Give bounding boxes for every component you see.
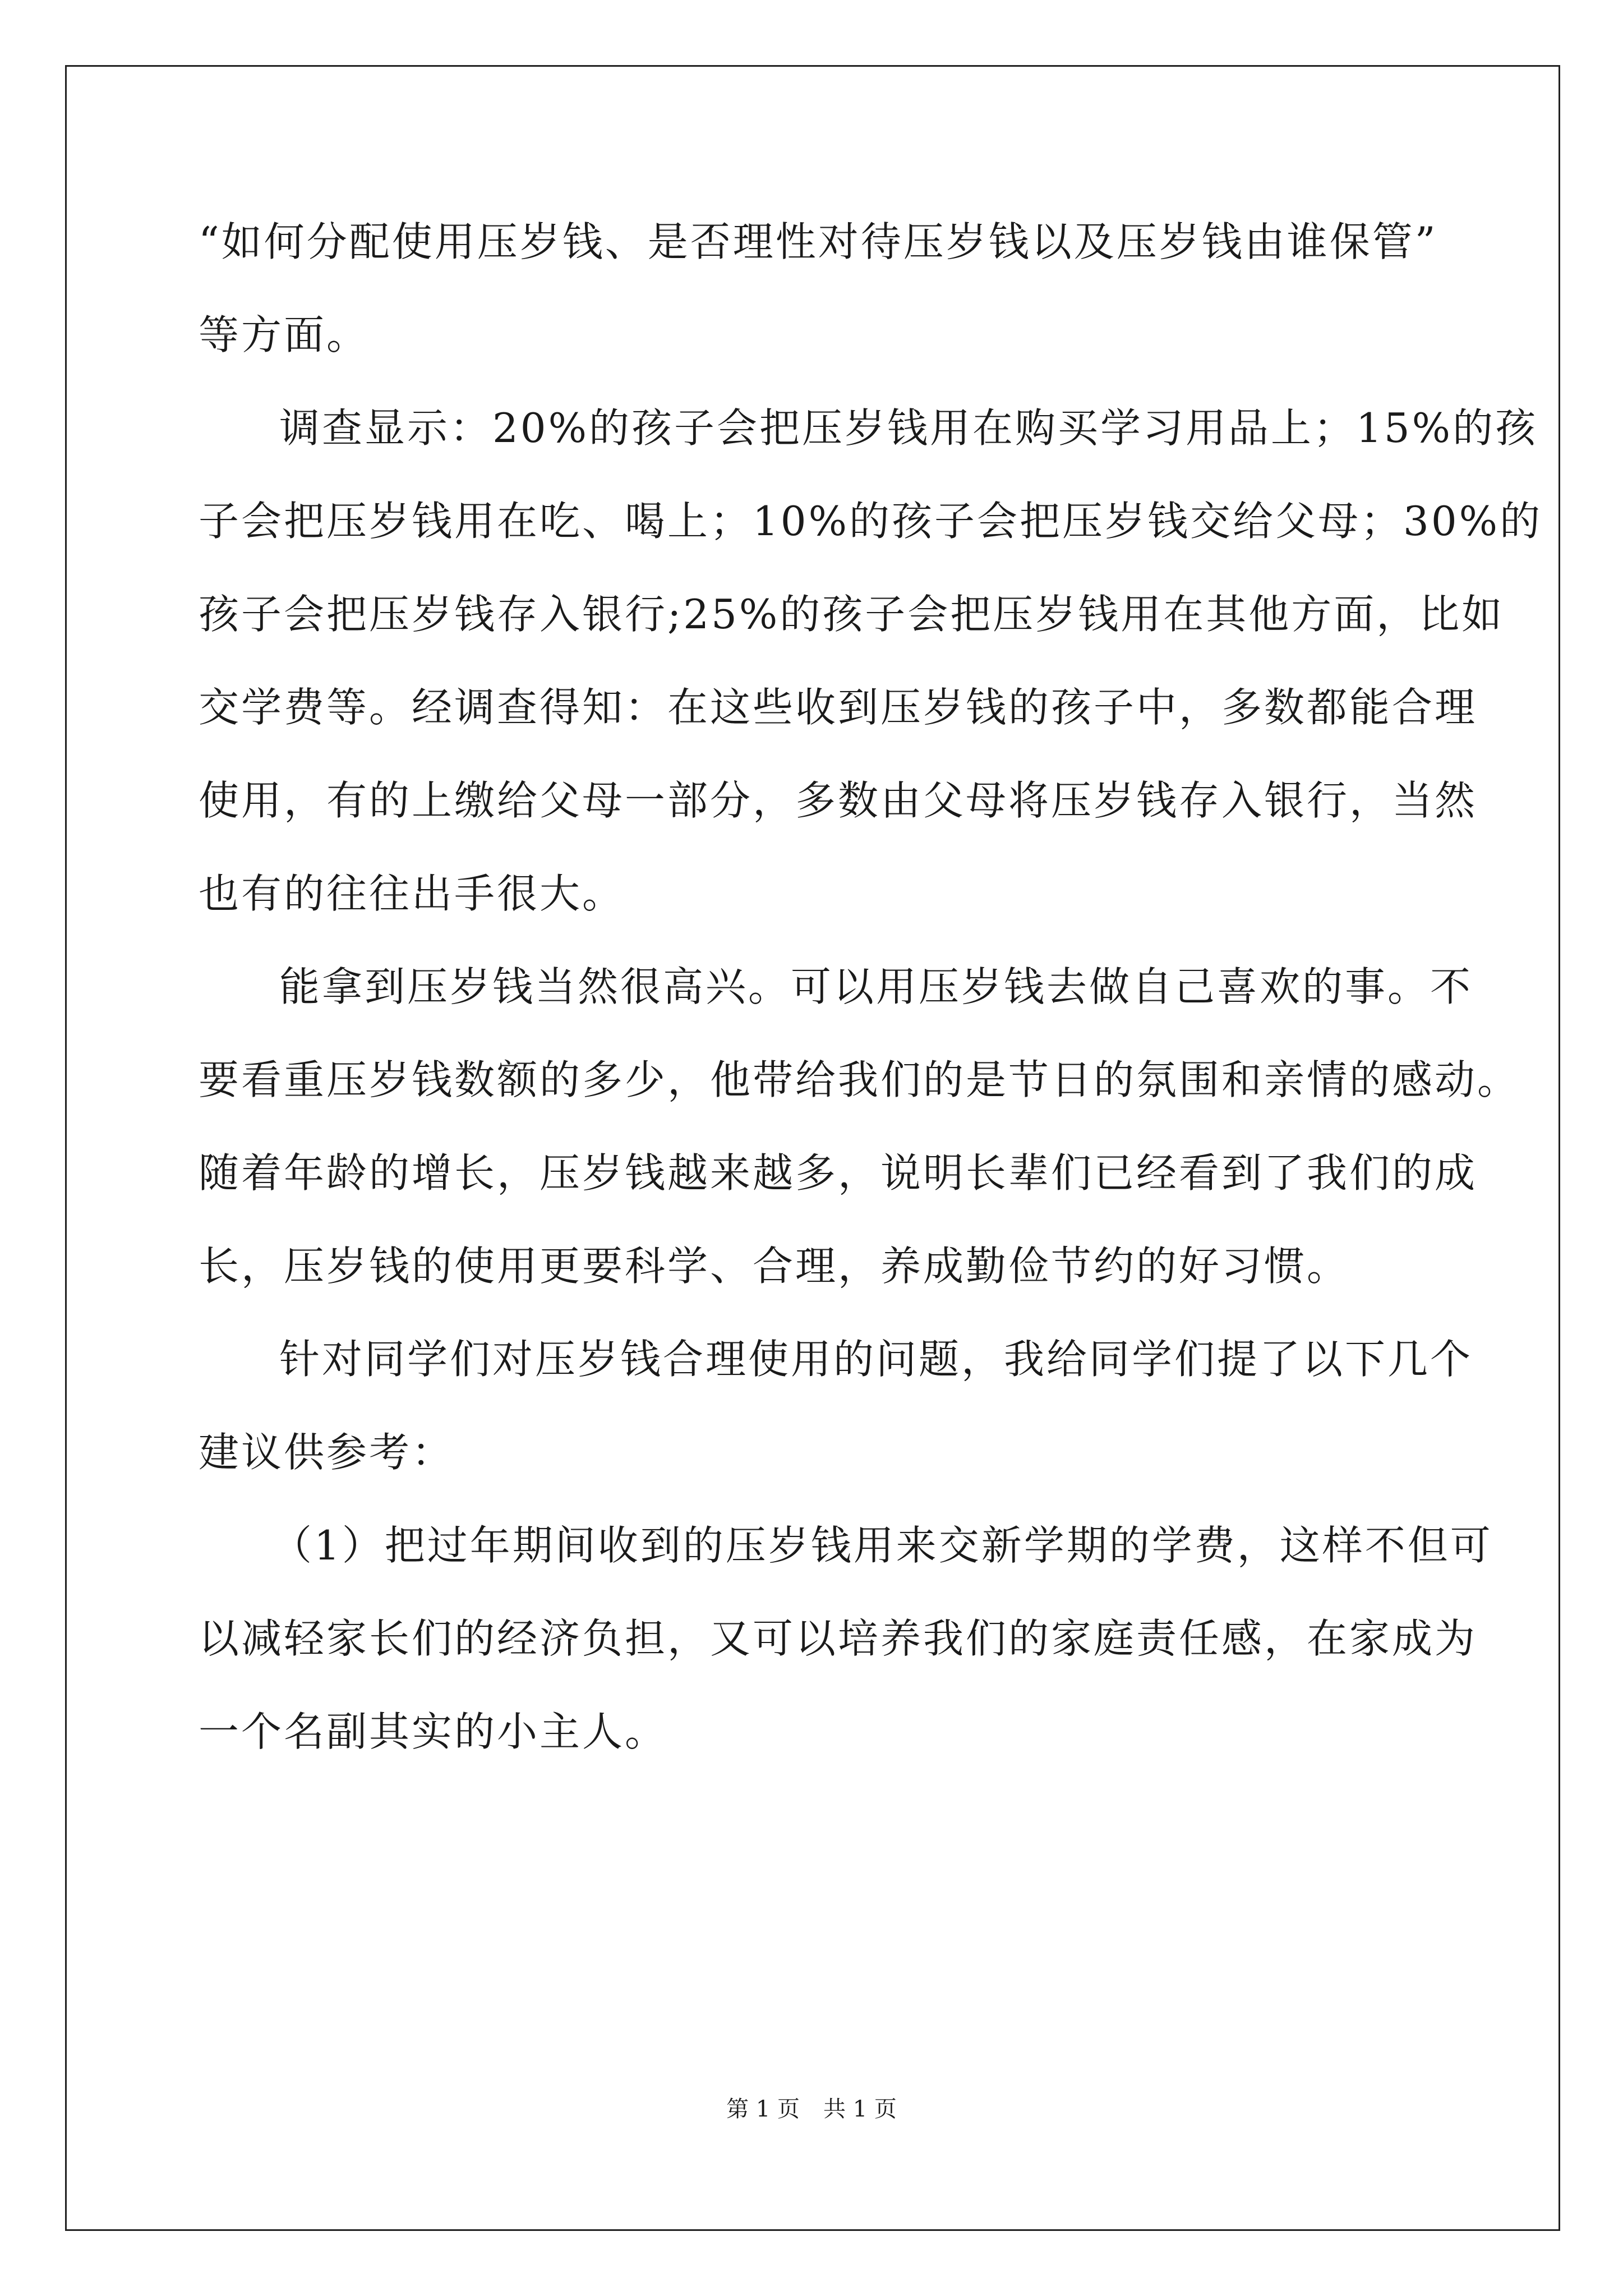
text-line: 建议供参考： [199,1429,455,1476]
paragraph-start-line: 调查显示：20%的孩子会把压岁钱用在购买学习用品上；15%的孩 [279,404,1538,452]
text-line: 要看重压岁钱数额的多少，他带给我们的是节日的氛围和亲情的感动。 [199,1056,1520,1103]
page-number-total: 共 1 页 [823,2096,897,2122]
text-line: 孩子会把压岁钱存入银行;25%的孩子会把压岁钱用在其他方面，比如 [199,591,1505,638]
text-line: 使用，有的上缴给父母一部分，多数由父母将压岁钱存入银行，当然 [199,777,1478,824]
text-line: 以减轻家长们的经济负担，又可以培养我们的家庭责任感，在家成为 [199,1615,1478,1662]
page-footer [0,2095,1623,2123]
paragraph-start-line: 能拿到压岁钱当然很高兴。可以用压岁钱去做自己喜欢的事。不 [279,963,1473,1010]
document-body [199,205,1543,1788]
text-line: 等方面。 [199,311,370,358]
page-number-current: 第 1 页 [726,2096,800,2122]
text-line: 交学费等。经调查得知：在这些收到压岁钱的孩子中，多数都能合理 [199,684,1478,731]
text-line: 长，压岁钱的使用更要科学、合理，养成勤俭节约的好习惯。 [199,1243,1350,1290]
text-line: 随着年龄的增长，压岁钱越来越多，说明长辈们已经看到了我们的成 [199,1149,1478,1197]
text-line: 也有的往往出手很大。 [199,870,625,917]
list-item-start-line: （1）把过年期间收到的压岁钱用来交新学期的学费，这样不但可 [271,1522,1493,1569]
text-line: 子会把压岁钱用在吃、喝上；10%的孩子会把压岁钱交给父母；30%的 [199,498,1543,545]
text-line: 一个名副其实的小主人。 [199,1708,668,1755]
paragraph-start-line: 针对同学们对压岁钱合理使用的问题，我给同学们提了以下几个 [279,1336,1473,1383]
text-line: “如何分配使用压岁钱、是否理性对待压岁钱以及压岁钱由谁保管” [199,218,1438,265]
